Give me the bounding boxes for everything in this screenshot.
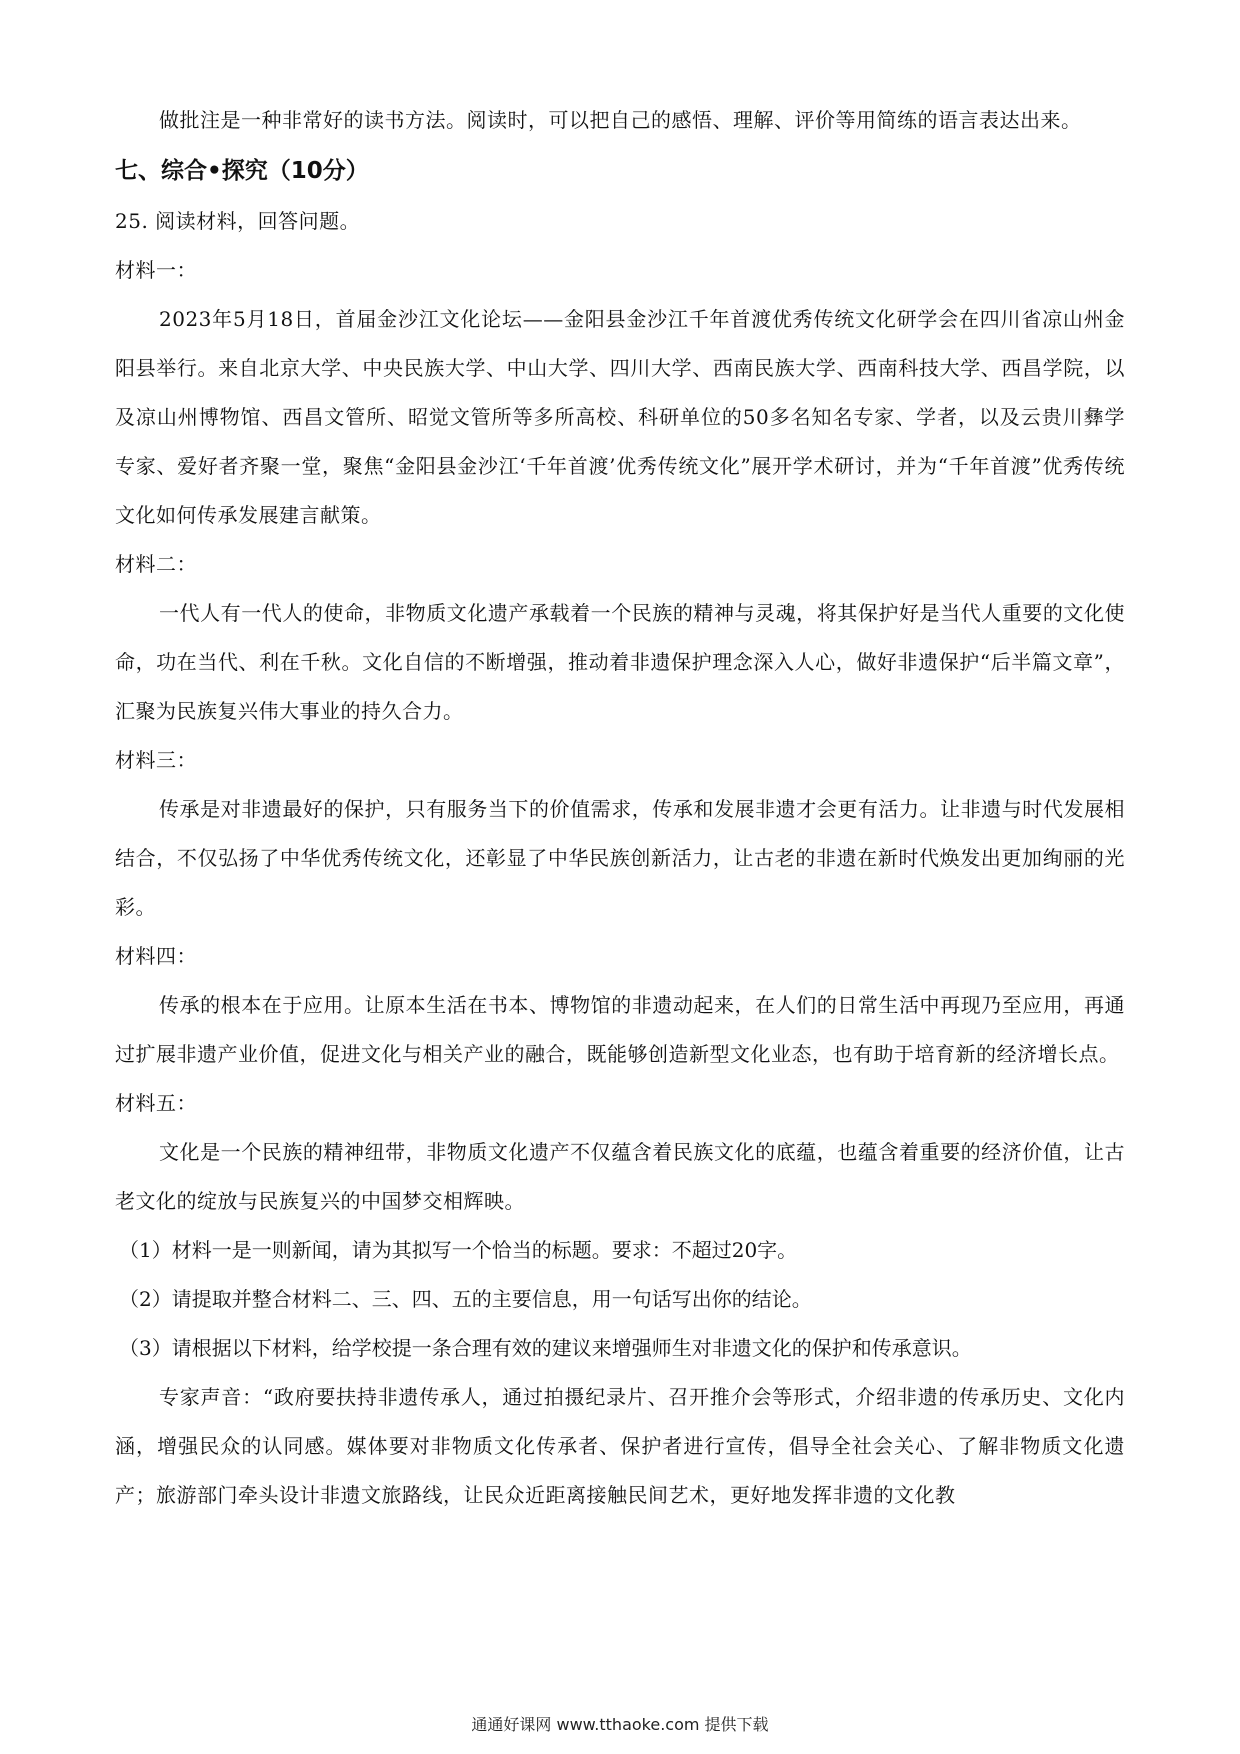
- sub-question-2: （2）请提取并整合材料二、三、四、五的主要信息，用一句话写出你的结论。: [119, 1287, 812, 1311]
- material-label-3: 材料三：: [115, 748, 197, 772]
- sub-question-3: （3）请根据以下材料，给学校提一条合理有效的建议来增强师生对非遗文化的保护和传承意识。: [119, 1336, 972, 1360]
- material-label-1: 材料一：: [115, 258, 197, 282]
- question-prompt: 25. 阅读材料，回答问题。: [115, 209, 361, 233]
- expert-quote: 专家声音：“政府要扶持非遗传承人，通过拍摄纪录片、召开推介会等形式，介绍非遗的传承历史、文化内涵，增强民众的认同感。媒体要对非物质文化传承者、保护者进行宣传，倡导全社会关心、了解非物质文化遗产；旅游部门牵头设计非遗文旅路线，让民众近距离接触民间艺术，更好地发挥非遗的文化教: [115, 1385, 1125, 1507]
- material-text-5: 文化是一个民族的精神纽带，非物质文化遗产不仅蕴含着民族文化的底蕴，也蕴含着重要的经济价值，让古老文化的绽放与民族复兴的中国梦交相辉映。: [115, 1140, 1125, 1213]
- material-label-5: 材料五：: [115, 1091, 197, 1115]
- page-content: [115, 96, 1125, 1520]
- intro-paragraph: 做批注是一种非常好的读书方法。阅读时，可以把自己的感悟、理解、评价等用简练的语言表达出来。: [159, 108, 1082, 132]
- page-footer: 通通好课网 www.tthaoke.com 提供下载: [471, 1715, 769, 1734]
- material-text-3: 传承是对非遗最好的保护，只有服务当下的价值需求，传承和发展非遗才会更有活力。让非遗与时代发展相结合，不仅弘扬了中华优秀传统文化，还彰显了中华民族创新活力，让古老的非遗在新时代焕发出更加绚丽的光彩。: [115, 797, 1125, 919]
- material-text-2: 一代人有一代人的使命，非物质文化遗产承载着一个民族的精神与灵魂，将其保护好是当代人重要的文化使命，功在当代、利在千秋。文化自信的不断增强，推动着非遗保护理念深入人心，做好非遗保护“后半篇文章”，汇聚为民族复兴伟大事业的持久合力。: [115, 601, 1125, 723]
- material-label-4: 材料四：: [115, 944, 197, 968]
- material-text-1: 2023年5月18日，首届金沙江文化论坛——金阳县金沙江千年首渡优秀传统文化研学会在四川省凉山州金阳县举行。来自北京大学、中央民族大学、中山大学、四川大学、西南民族大学、西南科技大学、西昌学院，以及凉山州博物馆、西昌文管所、昭觉文管所等多所高校、科研单位的50多名知名专家、学者，以及云贵川彝学专家、爱好者齐聚一堂，聚焦“金阳县金沙江‘千年首渡’优秀传统文化”展开学术研讨，并为“千年首渡”优秀传统文化如何传承发展建言献策。: [115, 307, 1125, 527]
- sub-question-1: （1）材料一是一则新闻，请为其拟写一个恰当的标题。要求：不超过20字。: [119, 1238, 798, 1262]
- section-title: 七、综合•探究（10分）: [115, 158, 369, 184]
- material-label-2: 材料二：: [115, 552, 197, 576]
- material-text-4: 传承的根本在于应用。让原本生活在书本、博物馆的非遗动起来，在人们的日常生活中再现乃至应用，再通过扩展非遗产业价值，促进文化与相关产业的融合，既能够创造新型文化业态，也有助于培育新的经济增长点。: [115, 993, 1125, 1066]
